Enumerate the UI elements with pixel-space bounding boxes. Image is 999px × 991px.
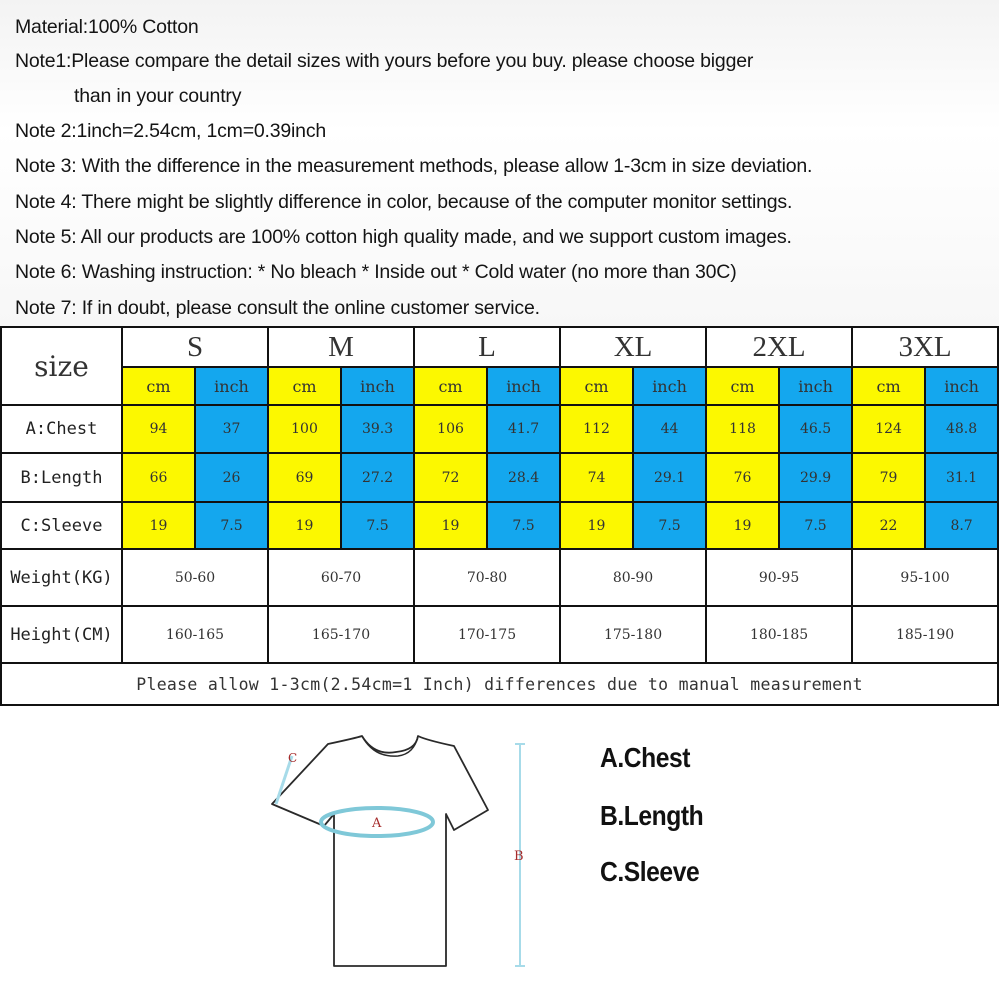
note-6: Note 6: Washing instruction: * No bleach * Inside out * Cold water (no more than 30C) xyxy=(15,261,737,283)
table-cell: 41.7 xyxy=(487,405,560,453)
table-cell: 112 xyxy=(560,405,633,453)
table-cell: 72 xyxy=(414,453,487,502)
table-cell: 76 xyxy=(706,453,779,502)
table-cell: 44 xyxy=(633,405,706,453)
table-cell: 95-100 xyxy=(852,549,998,606)
table-cell: 19 xyxy=(706,502,779,549)
table-row-sleeve xyxy=(1,502,998,549)
note-2: Note 2:1inch=2.54cm, 1cm=0.39inch xyxy=(15,120,327,142)
unit-cm: cm xyxy=(268,367,341,405)
table-cell: 19 xyxy=(122,502,195,549)
table-cell: 80-90 xyxy=(560,549,706,606)
table-cell: 90-95 xyxy=(706,549,852,606)
table-cell: 118 xyxy=(706,405,779,453)
unit-cm: cm xyxy=(706,367,779,405)
row-label-height: Height(CM) xyxy=(1,606,122,663)
table-cell: 28.4 xyxy=(487,453,560,502)
notes-section xyxy=(0,0,999,326)
table-cell: 19 xyxy=(560,502,633,549)
legend-sleeve: C.Sleeve xyxy=(600,856,700,887)
table-cell: 46.5 xyxy=(779,405,852,453)
tshirt-outline xyxy=(272,736,488,966)
table-cell: 7.5 xyxy=(487,502,560,549)
unit-cm: cm xyxy=(414,367,487,405)
table-cell: 165-170 xyxy=(268,606,414,663)
table-cell: 19 xyxy=(414,502,487,549)
table-cell: 31.1 xyxy=(925,453,998,502)
row-label-sleeve: C:Sleeve xyxy=(1,502,122,549)
row-label-chest: A:Chest xyxy=(1,405,122,453)
table-row-height xyxy=(1,606,998,663)
size-2xl: 2XL xyxy=(706,327,852,367)
table-cell: 50-60 xyxy=(122,549,268,606)
unit-cm: cm xyxy=(852,367,925,405)
table-cell: 22 xyxy=(852,502,925,549)
size-xl: XL xyxy=(560,327,706,367)
note-5: Note 5: All our products are 100% cotton high quality made, and we support custom images. xyxy=(15,226,792,248)
table-cell: 106 xyxy=(414,405,487,453)
legend-length: B.Length xyxy=(600,800,704,831)
measurement-footnote: Please allow 1-3cm(2.54cm=1 Inch) differences due to manual measurement xyxy=(1,663,998,705)
table-cell: 170-175 xyxy=(414,606,560,663)
table-cell: 39.3 xyxy=(341,405,414,453)
note-1-continued: than in your country xyxy=(74,85,242,107)
mark-b: B xyxy=(514,849,524,864)
table-cell: 175-180 xyxy=(560,606,706,663)
table-row-length xyxy=(1,453,998,502)
table-cell: 100 xyxy=(268,405,341,453)
size-3xl: 3XL xyxy=(852,327,998,367)
unit-cm: cm xyxy=(122,367,195,405)
unit-inch: inch xyxy=(195,367,268,405)
table-cell: 124 xyxy=(852,405,925,453)
table-cell: 7.5 xyxy=(779,502,852,549)
table-cell: 79 xyxy=(852,453,925,502)
table-cell: 29.1 xyxy=(633,453,706,502)
note-4: Note 4: There might be slightly difference in color, because of the computer monitor settings. xyxy=(15,191,793,213)
unit-inch: inch xyxy=(925,367,998,405)
table-cell: 8.7 xyxy=(925,502,998,549)
table-cell: 29.9 xyxy=(779,453,852,502)
table-footer-row xyxy=(1,663,998,705)
unit-inch: inch xyxy=(341,367,414,405)
table-cell: 48.8 xyxy=(925,405,998,453)
note-7: Note 7: If in doubt, please consult the online customer service. xyxy=(15,297,540,319)
table-cell: 66 xyxy=(122,453,195,502)
table-cell: 94 xyxy=(122,405,195,453)
unit-cm: cm xyxy=(560,367,633,405)
size-m: M xyxy=(268,327,414,367)
unit-inch: inch xyxy=(487,367,560,405)
size-s: S xyxy=(122,327,268,367)
table-cell: 27.2 xyxy=(341,453,414,502)
table-row-chest xyxy=(1,405,998,453)
table-row-weight xyxy=(1,549,998,606)
table-cell: 37 xyxy=(195,405,268,453)
mark-c: C xyxy=(288,751,298,765)
table-cell: 7.5 xyxy=(195,502,268,549)
table-cell: 7.5 xyxy=(341,502,414,549)
unit-inch: inch xyxy=(779,367,852,405)
table-cell: 180-185 xyxy=(706,606,852,663)
table-cell: 185-190 xyxy=(852,606,998,663)
note-3: Note 3: With the difference in the measurement methods, please allow 1-3cm in size deviation. xyxy=(15,155,813,177)
table-cell: 60-70 xyxy=(268,549,414,606)
size-header-cell: size xyxy=(1,327,122,405)
size-l: L xyxy=(414,327,560,367)
table-cell: 7.5 xyxy=(633,502,706,549)
mark-a: A xyxy=(372,816,382,831)
table-cell: 19 xyxy=(268,502,341,549)
size-chart-table xyxy=(0,326,999,706)
note-1: Note1:Please compare the detail sizes with yours before you buy. please choose bigger xyxy=(15,50,754,72)
row-label-weight: Weight(KG) xyxy=(1,549,122,606)
table-cell: 70-80 xyxy=(414,549,560,606)
table-cell: 74 xyxy=(560,453,633,502)
unit-row xyxy=(1,367,998,405)
note-material: Material:100% Cotton xyxy=(15,16,199,38)
unit-inch: inch xyxy=(633,367,706,405)
table-cell: 160-165 xyxy=(122,606,268,663)
table-cell: 69 xyxy=(268,453,341,502)
tshirt-diagram xyxy=(250,730,550,980)
row-label-length: B:Length xyxy=(1,453,122,502)
table-cell: 26 xyxy=(195,453,268,502)
size-name-row xyxy=(1,327,998,367)
legend-chest: A.Chest xyxy=(600,742,691,773)
